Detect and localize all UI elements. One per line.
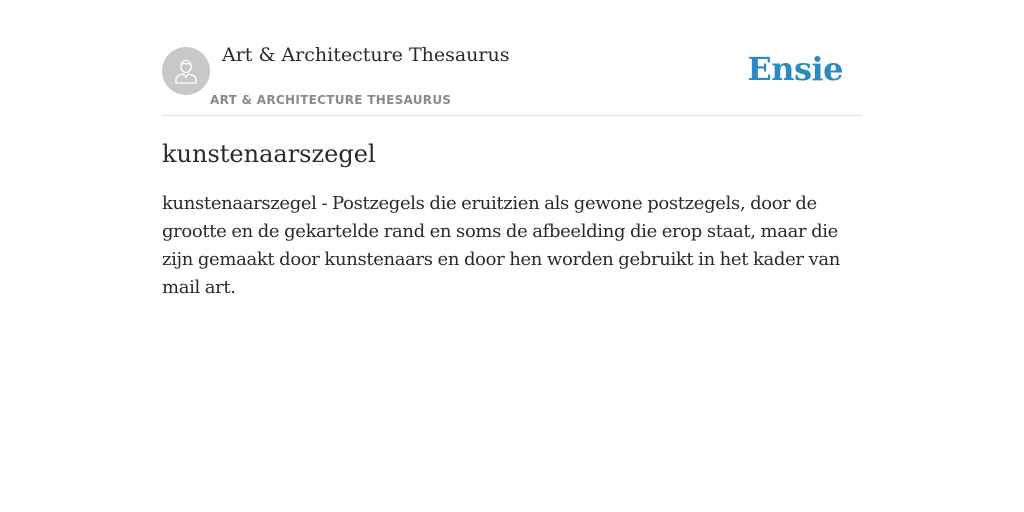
term-definition: kunstenaarszegel - Postzegels die eruitzien als gewone postzegels, door de grootte en de gekartelde rand en soms de afbeelding die erop staat, maar die zijn gemaakt door kunstenaars en door hen worden gebruikt in het kader van mail art. (162, 193, 840, 298)
ensie-logo[interactable]: Ensie (747, 50, 843, 88)
user-icon (171, 56, 201, 86)
author-name[interactable]: Art & Architecture Thesaurus (222, 44, 510, 66)
avatar[interactable] (162, 47, 210, 95)
article-card (162, 0, 862, 302)
term-title: kunstenaarszegel (162, 140, 376, 168)
source-label: ART & ARCHITECTURE THESAURUS (210, 93, 452, 107)
article-header (162, 0, 862, 116)
